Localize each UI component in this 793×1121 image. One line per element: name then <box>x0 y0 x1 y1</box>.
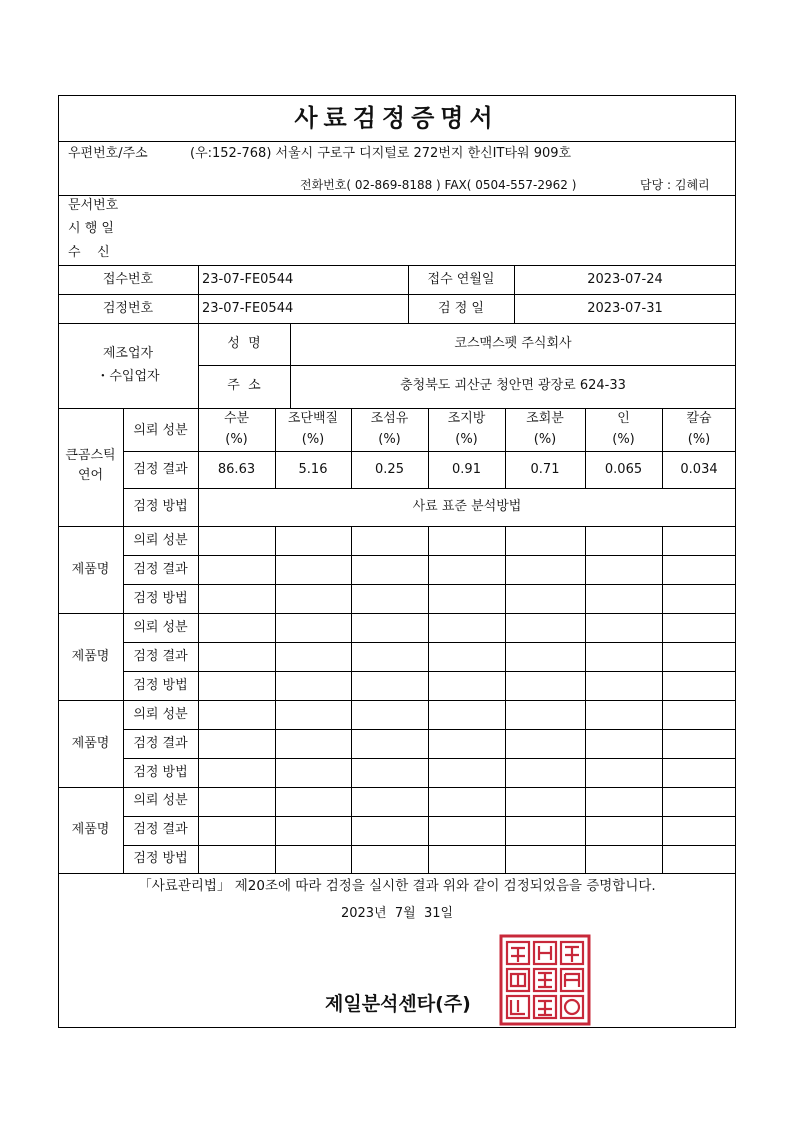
col-result: 0.71 <box>530 462 560 477</box>
divider <box>428 526 429 873</box>
certification-statement: 「사료관리법」 제20조에 따라 검정을 실시한 결과 위와 같이 검정되었음을 증명합니다. <box>138 878 656 894</box>
method-label: 검정 방법 <box>133 851 188 866</box>
divider <box>58 265 736 266</box>
product-name: 큰곰스틱 <box>65 448 116 463</box>
divider <box>123 488 736 489</box>
col-result: 86.63 <box>217 462 256 477</box>
method-label: 검정 방법 <box>133 499 188 514</box>
divider <box>123 758 736 759</box>
col-unit: (%) <box>455 432 478 447</box>
divider <box>351 526 352 873</box>
divider <box>123 642 736 643</box>
contact-info: 전화번호( 02-869-8188 ) FAX( 0504-557-2962 ) <box>300 178 577 192</box>
inspection-number: 23-07-FE0544 <box>202 301 294 316</box>
method-value: 사료 표준 분석방법 <box>412 499 522 514</box>
divider <box>58 613 736 614</box>
divider <box>198 365 736 366</box>
method-label: 검정 방법 <box>133 591 188 606</box>
col-unit: (%) <box>612 432 635 447</box>
divider <box>123 451 736 452</box>
page-title: 사료검정증명서 <box>294 104 499 132</box>
request-label: 의뢰 성분 <box>133 423 188 438</box>
product-name-label: 제품명 <box>71 736 110 751</box>
col-header: 수분 <box>223 411 250 426</box>
divider <box>58 195 736 196</box>
col-header: 칼슘 <box>686 411 712 426</box>
receipt-date-label: 접수 연월일 <box>427 272 495 287</box>
col-result: 0.91 <box>452 462 481 477</box>
divider <box>58 700 736 701</box>
address-value: (우:152-768) 서울시 구로구 디지털로 272번지 한신IT타워 909호 <box>190 146 572 161</box>
divider <box>58 408 736 409</box>
company-name: 제일분석센타(주) <box>325 993 471 1015</box>
col-unit: (%) <box>225 432 248 447</box>
request-label: 의뢰 성분 <box>133 707 188 722</box>
col-unit: (%) <box>378 432 401 447</box>
company-seal <box>499 934 591 1026</box>
request-label: 의뢰 성분 <box>133 533 188 548</box>
divider <box>58 787 736 788</box>
receipt-number: 23-07-FE0544 <box>202 272 294 287</box>
divider <box>505 526 506 873</box>
col-result: 0.034 <box>680 462 718 477</box>
maker-address-label: 주 소 <box>227 378 261 393</box>
recipient-label: 수 신 <box>68 245 110 260</box>
col-result: 0.065 <box>604 462 643 477</box>
maker-name: 코스맥스펫 주식회사 <box>454 336 572 351</box>
inspection-number-label: 검정번호 <box>102 301 154 316</box>
result-label: 검정 결과 <box>133 562 188 577</box>
result-label: 검정 결과 <box>133 649 188 664</box>
col-result: 0.25 <box>375 462 404 477</box>
col-unit: (%) <box>301 432 325 447</box>
request-label: 의뢰 성분 <box>133 620 188 635</box>
col-header: 조지방 <box>447 411 486 426</box>
divider <box>275 526 276 873</box>
issue-date: 2023년 7월 31일 <box>340 906 454 921</box>
maker-name-label: 성 명 <box>227 336 261 351</box>
divider <box>198 265 199 323</box>
divider <box>585 526 586 873</box>
issue-date-label: 시 행 일 <box>68 221 114 236</box>
method-label: 검정 방법 <box>133 678 188 693</box>
result-label: 검정 결과 <box>133 736 188 751</box>
divider <box>662 526 663 873</box>
col-header: 조회분 <box>526 411 564 426</box>
product-name-label: 제품명 <box>71 562 110 577</box>
col-result: 5.16 <box>298 462 328 477</box>
receipt-date: 2023-07-24 <box>587 272 663 287</box>
col-unit: (%) <box>533 432 557 447</box>
divider <box>58 526 736 527</box>
result-label: 검정 결과 <box>133 822 188 837</box>
address-label: 우편번호/주소 <box>68 146 148 161</box>
inspection-date-label: 검 정 일 <box>438 301 484 316</box>
receipt-number-label: 접수번호 <box>102 272 154 287</box>
divider <box>58 294 736 295</box>
result-label: 검정 결과 <box>133 462 188 477</box>
product-name-sub: 연어 <box>77 468 104 483</box>
inspection-date: 2023-07-31 <box>587 301 663 316</box>
product-name-label: 제품명 <box>71 649 110 664</box>
importer-label: ・수입업자 <box>96 369 160 384</box>
doc-number-label: 문서번호 <box>68 198 119 213</box>
maker-address: 충청북도 괴산군 청안면 광장로 624-33 <box>400 378 626 393</box>
method-label: 검정 방법 <box>133 765 188 780</box>
divider <box>123 555 736 556</box>
divider <box>58 873 736 874</box>
manager-info: 담당 : 김혜리 <box>640 178 710 192</box>
col-unit: (%) <box>687 432 711 447</box>
col-header: 조섬유 <box>370 411 409 426</box>
divider <box>58 141 736 142</box>
divider <box>123 816 736 817</box>
col-header: 인 <box>617 411 630 426</box>
divider <box>123 729 736 730</box>
product-name-label: 제품명 <box>71 822 110 837</box>
divider <box>123 845 736 846</box>
divider <box>58 323 736 324</box>
col-header: 조단백질 <box>287 411 339 426</box>
maker-label: 제조업자 <box>102 346 154 361</box>
divider <box>123 671 736 672</box>
request-label: 의뢰 성분 <box>133 793 188 808</box>
divider <box>123 584 736 585</box>
